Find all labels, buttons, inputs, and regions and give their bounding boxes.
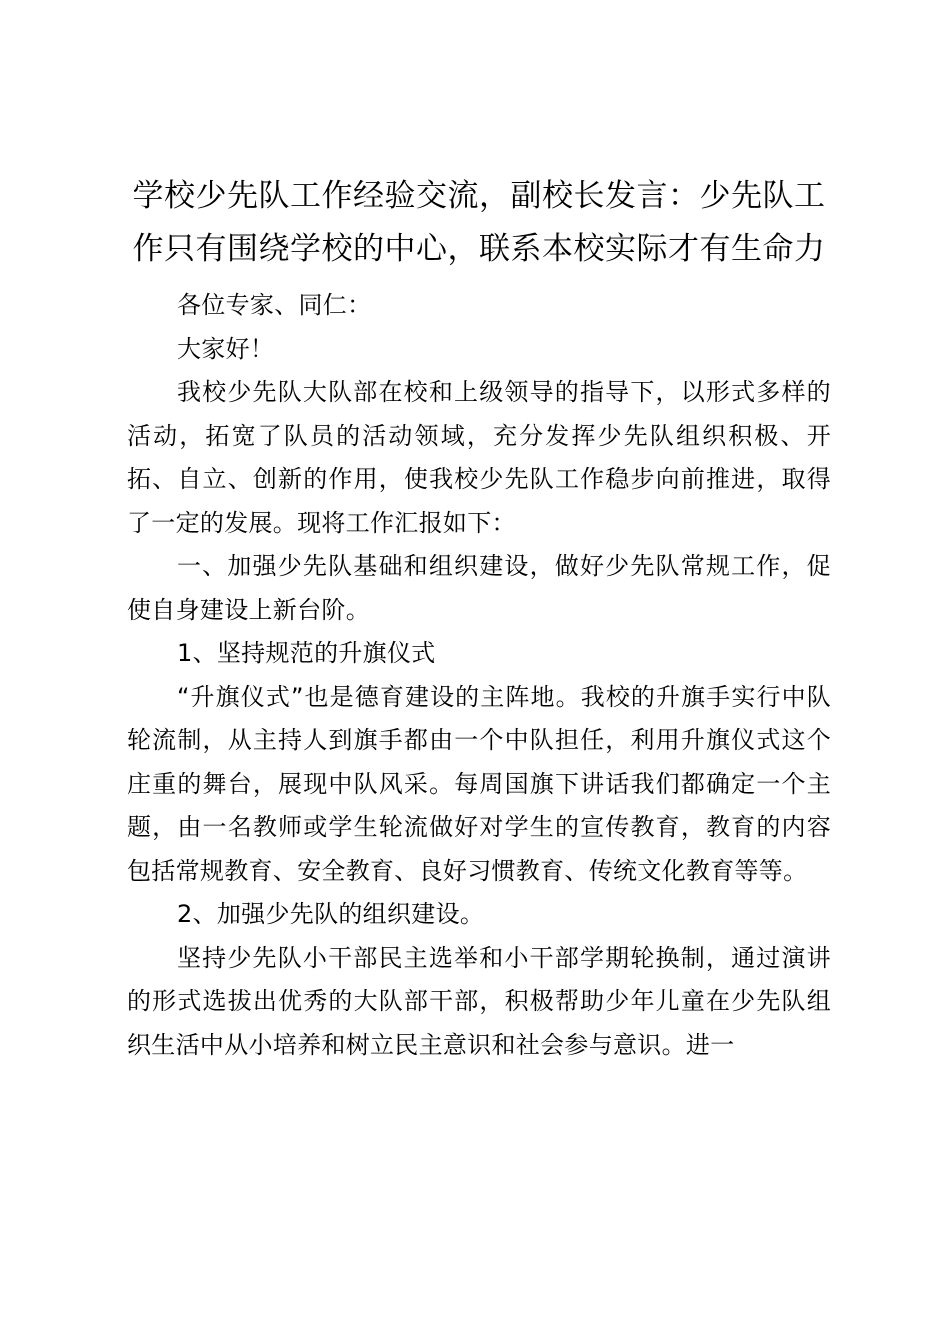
document-page (127, 170, 831, 1067)
subheading-1: 1、坚持规范的升旗仪式 (177, 639, 436, 667)
salutation-paragraph: 各位专家、同仁： (177, 291, 372, 319)
subheading-2: 2、加强少先队的组织建设。 (177, 900, 485, 928)
section-heading-1: 一、加强少先队基础和组织建设，做好少先队常规工作，促使自身建设上新台阶。 (127, 552, 831, 624)
document-title: 学校少先队工作经验交流，副校长发言：少先队工作只有围绕学校的中心，联系本校实际才有生命力 (132, 178, 826, 267)
intro-paragraph: 我校少先队大队部在校和上级领导的指导下，以形式多样的活动，拓宽了队员的活动领域，充分发挥少先队组织积极、开拓、自立、创新的作用，使我校少先队工作稳步向前推进，取得了一定的发展。现将工作汇报如下： (127, 378, 831, 537)
body-paragraph-organization: 坚持少先队小干部民主选举和小干部学期轮换制，通过演讲的形式选拔出优秀的大队部干部，积极帮助少年儿童在少先队组织生活中从小培养和树立民主意识和社会参与意识。进一 (127, 943, 831, 1059)
greeting-paragraph: 大家好！ (177, 334, 275, 363)
body-paragraph-flag-ceremony: “升旗仪式”也是德育建设的主阵地。我校的升旗手实行中队轮流制，从主持人到旗手都由一个中队担任，利用升旗仪式这个庄重的舞台，展现中队风采。每周国旗下讲话我们都确定一个主题，由一名教师或学生轮流做好对学生的宣传教育，教育的内容包括常规教育、安全教育、良好习惯教育、传统文化教育等等。 (127, 682, 831, 885)
